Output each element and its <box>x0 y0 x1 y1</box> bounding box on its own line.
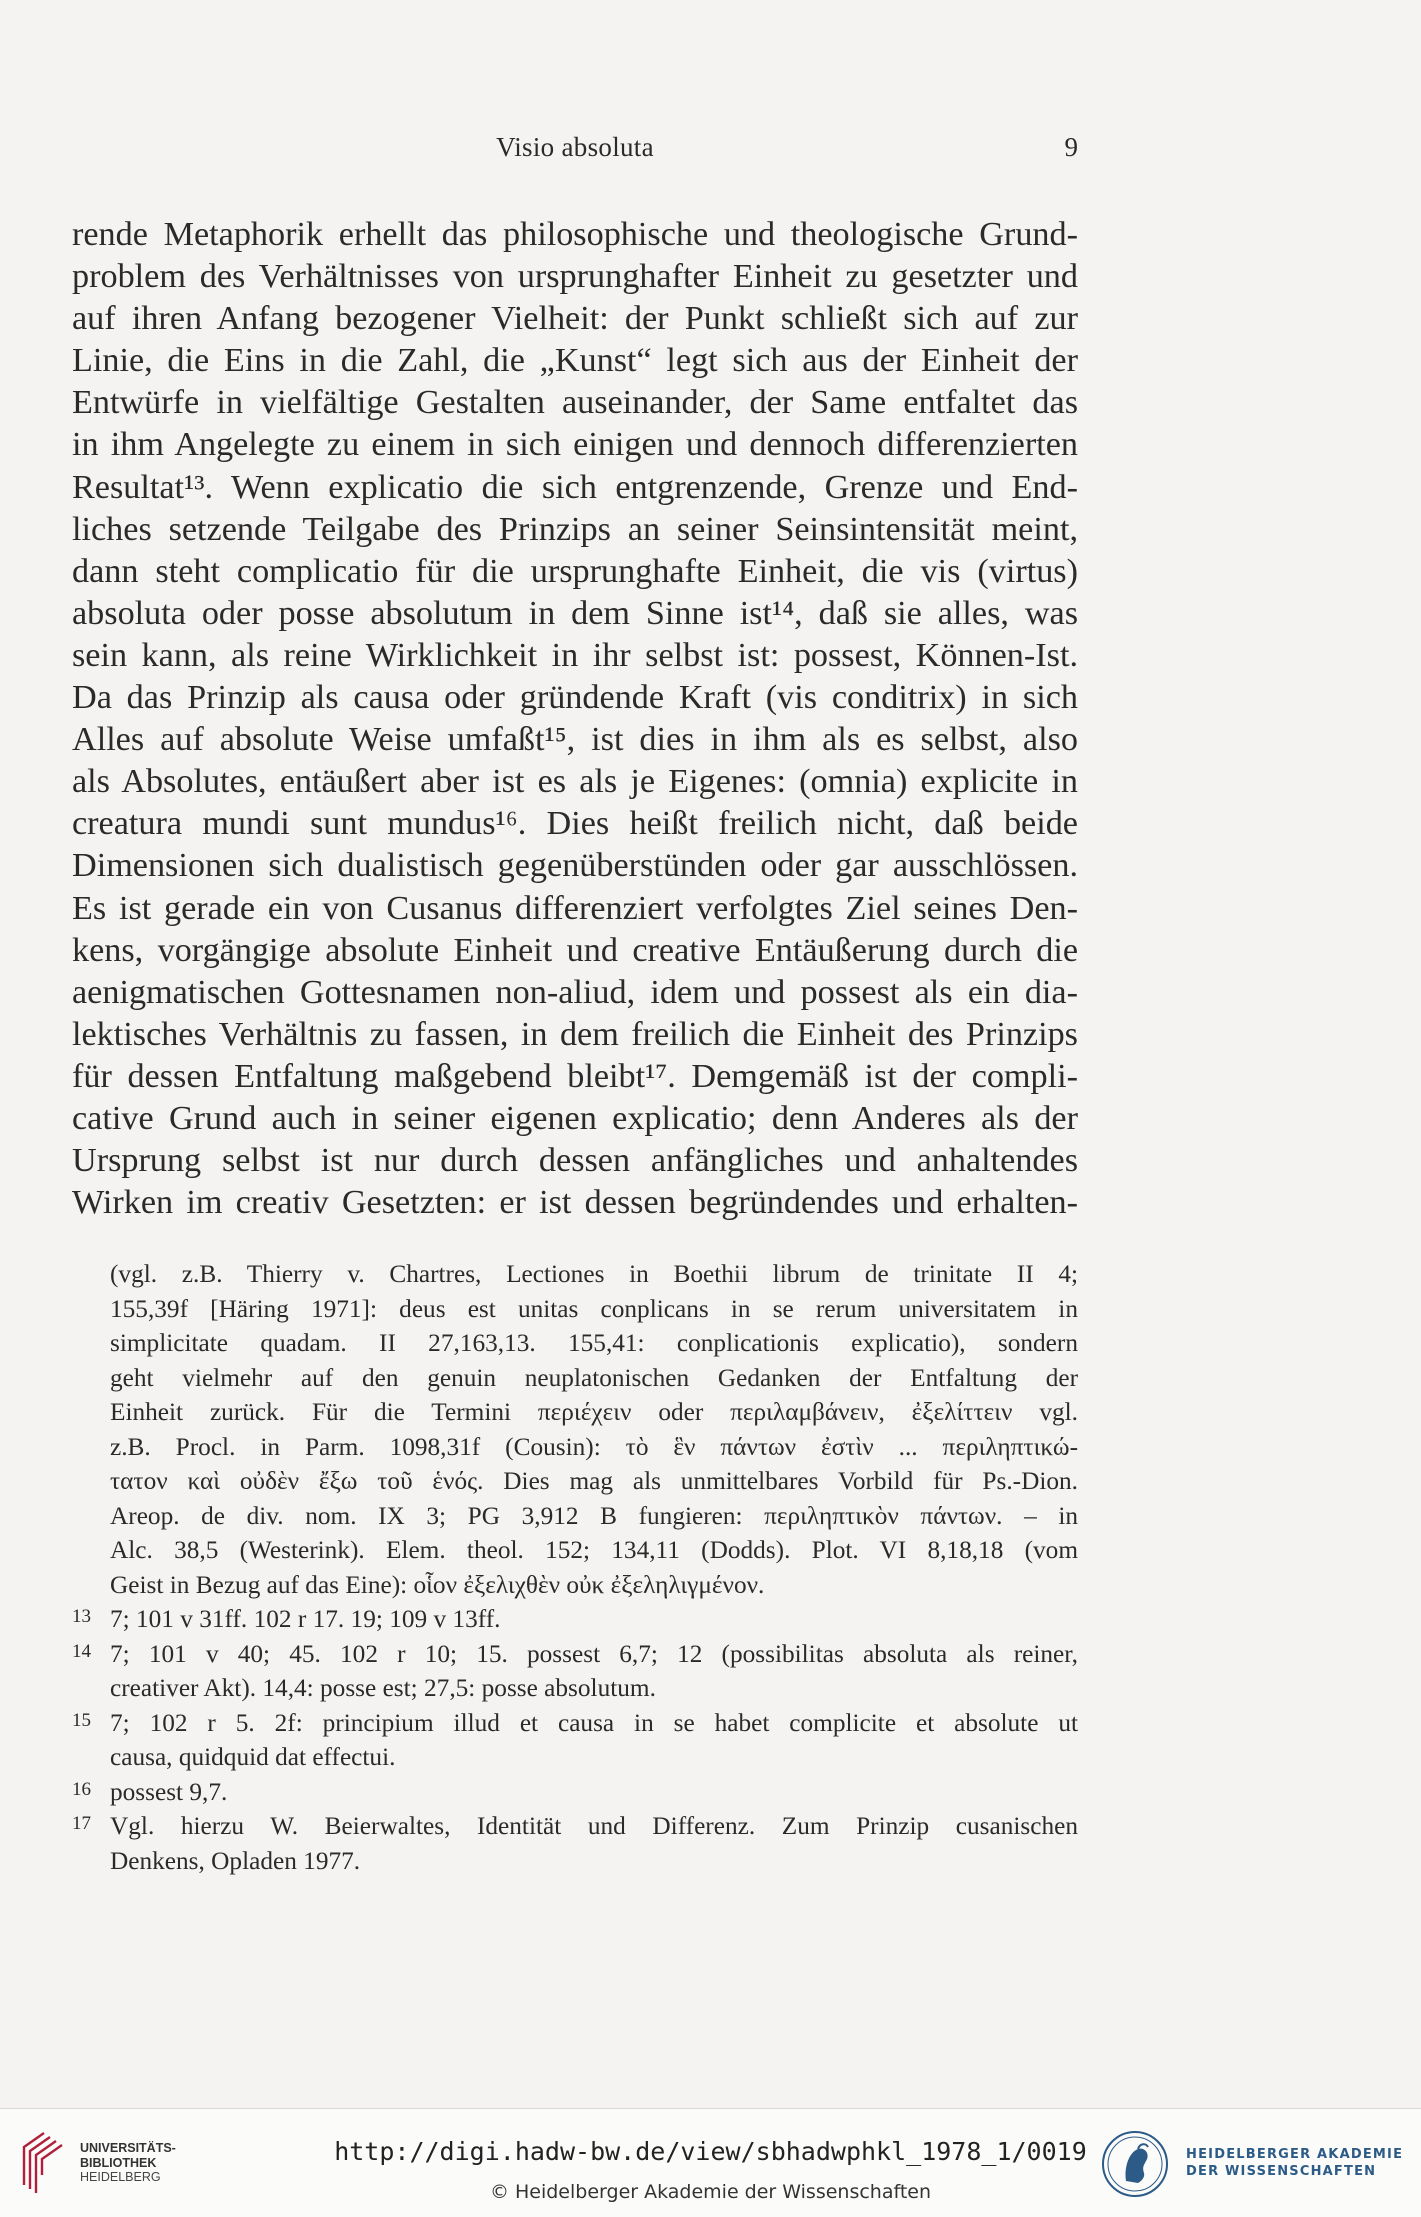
text-line: Entwürfe in vielfältige Gestalten auseinander, der Same entfaltet das <box>72 384 1078 422</box>
footnote-number: 14 <box>72 1640 91 1662</box>
academy-seal-logo-icon[interactable] <box>1098 2129 1172 2199</box>
footnote-15 <box>72 1706 1078 1775</box>
text-line: sein kann, als reine Wirklichkeit in ihr selbst ist: possest, Können-Ist. <box>72 636 1078 674</box>
text-line: Linie, die Eins in die Zahl, die „Kunst“ legt sich aus der Einheit der <box>72 342 1078 380</box>
footnote-text-line: possest 9,7. <box>110 1777 228 1806</box>
page-number: 9 <box>1064 132 1078 162</box>
text-line: kens, vorgängige absolute Einheit und creative Entäußerung durch die <box>72 931 1078 969</box>
footnote-continuation-line: 155,39f [Häring 1971]: deus est unitas conplicans in se rerum universitatem in <box>110 1294 1078 1323</box>
footnote-text-line: 7; 102 r 5. 2f: principium illud et causa in se habet complicite et absolute ut <box>110 1708 1078 1737</box>
footer-banner <box>0 2108 1421 2217</box>
footnote-continuation-line: z.B. Procl. in Parm. 1098,31f (Cousin): τὸ ἓν πάντων ἐστὶν ... περιληπτικώ- <box>110 1432 1078 1461</box>
academy-label <box>1186 2146 1403 2180</box>
text-line: in ihm Angelegte zu einem in sich einigen und dennoch differenzierten <box>72 426 1078 464</box>
footnotes <box>72 1257 1078 1878</box>
footnote-continuation-line: τατον καὶ οὐδὲν ἔξω τοῦ ἑνός. Dies mag als unmittelbares Vorbild für Ps.-Dion. <box>110 1467 1078 1495</box>
footnote-number: 13 <box>72 1606 91 1627</box>
ub-line-1: UNIVERSITÄTS- <box>80 2141 176 2155</box>
text-line: Es ist gerade ein von Cusanus differenziert verfolgtes Ziel seines Den- <box>72 889 1078 927</box>
footnote-text-line: 7; 101 v 31ff. 102 r 17. 19; 109 v 13ff. <box>110 1605 501 1633</box>
footnote-13 <box>72 1602 1078 1637</box>
text-line: liches setzende Teilgabe des Prinzips an seiner Seinsintensität meint, <box>72 510 1078 548</box>
text-line: Ursprung selbst ist nur durch dessen anfängliches und anhaltendes <box>72 1142 1078 1180</box>
text-line: Dimensionen sich dualistisch gegenüberstünden oder gar ausschlössen. <box>72 847 1078 885</box>
text-line: aenigmatischen Gottesnamen non-aliud, idem und possest als ein dia- <box>72 973 1078 1011</box>
page-header <box>72 132 1078 172</box>
text-line: Wirken im creativ Gesetzten: er ist dessen begründendes und erhalten- <box>72 1184 1078 1222</box>
footnote-text-line: Vgl. hierzu W. Beierwaltes, Identität und Differenz. Zum Prinzip cusanischen <box>110 1812 1078 1840</box>
footnote-continuation-line: geht vielmehr auf den genuin neuplatonischen Gedanken der Entfaltung der <box>110 1363 1078 1392</box>
text-line: creatura mundi sunt mundus¹⁶. Dies heißt freilich nicht, daß beide <box>72 805 1078 843</box>
text-line: cative Grund auch in seiner eigenen explicatio; denn Anderes als der <box>72 1099 1078 1137</box>
footnote-text-line: causa, quidquid dat effectui. <box>110 1743 396 1771</box>
academy-line-1: HEIDELBERGER AKADEMIE <box>1186 2147 1404 2162</box>
footnote-continuation-line: Areop. de div. nom. IX 3; PG 3,912 B fungieren: περιληπτικὸν πάντων. – in <box>110 1501 1078 1530</box>
ub-line-3: HEIDELBERG <box>80 2170 161 2184</box>
footnote-number: 16 <box>72 1778 91 1800</box>
text-line: Alles auf absolute Weise umfaßt¹⁵, ist dies in ihm als es selbst, also <box>72 721 1078 759</box>
text-line: absoluta oder posse absolutum in dem Sinne ist¹⁴, daß sie alles, was <box>72 594 1078 632</box>
text-line: dann steht complicatio für die ursprunghafte Einheit, die vis (virtus) <box>72 552 1078 590</box>
text-line: Resultat¹³. Wenn explicatio die sich entgrenzende, Grenze und End- <box>72 468 1078 506</box>
text-line: als Absolutes, entäußert aber ist es als je Eigenes: (omnia) explicite in <box>72 763 1078 801</box>
text-line: auf ihren Anfang bezogener Vielheit: der Punkt schließt sich auf zur <box>72 300 1078 338</box>
academy-line-2: DER WISSENSCHAFTEN <box>1186 2164 1377 2179</box>
footnote-16 <box>72 1775 1078 1810</box>
text-line: für dessen Entfaltung maßgebend bleibt¹⁷. Demgemäß ist der compli- <box>72 1057 1078 1095</box>
footnote-continuation-line: (vgl. z.B. Thierry v. Chartres, Lectiones in Boethii librum de trinitate II 4; <box>110 1260 1078 1288</box>
footnote-14 <box>72 1637 1078 1706</box>
footnote-continuation-line: Einheit zurück. Für die Termini περιέχειν oder περιλαμβάνειν, ἐξελίττειν vgl. <box>110 1398 1078 1426</box>
text-line: problem des Verhältnisses von ursprunghafter Einheit zu gesetzter und <box>72 258 1078 296</box>
footnote-number: 15 <box>72 1709 91 1731</box>
document-url-link[interactable]: http://digi.hadw-bw.de/view/sbhadwphkl_1978_1/0019 <box>334 2137 1087 2166</box>
copyright-notice: © Heidelberger Akademie der Wissenschaften <box>489 2181 932 2203</box>
text-line: Da das Prinzip als causa oder gründende Kraft (vis conditrix) in sich <box>72 679 1078 717</box>
footnote-text-line: Denkens, Opladen 1977. <box>110 1846 361 1875</box>
footnote-text-line: 7; 101 v 40; 45. 102 r 10; 15. possest 6,7; 12 (possibilitas absoluta als reiner, <box>110 1639 1078 1668</box>
main-text <box>72 214 1078 1224</box>
footnote-continuation-line: Geist in Bezug auf das Eine): οἷον ἐξελιχθὲν οὐκ ἐξεληλιγμένον. <box>110 1570 765 1599</box>
text-line: lektisches Verhältnis zu fassen, in dem freilich die Einheit des Prinzips <box>72 1015 1078 1053</box>
footnote-text-line: creativer Akt). 14,4: posse est; 27,5: posse absolutum. <box>110 1674 656 1702</box>
running-head: Visio absoluta <box>496 132 654 162</box>
text-line: rende Metaphorik erhellt das philosophische und theologische Grund- <box>72 216 1078 253</box>
footnote-17 <box>72 1809 1078 1878</box>
ub-line-2: BIBLIOTHEK <box>80 2155 157 2170</box>
footnote-continuation-line: Alc. 38,5 (Westerink). Elem. theol. 152; 134,11 (Dodds). Plot. VI 8,18,18 (vom <box>110 1536 1078 1564</box>
footnote-number: 17 <box>72 1813 91 1834</box>
footnote-continuation-line: simplicitate quadam. II 27,163,13. 155,41: conplicationis explicatio), sondern <box>110 1329 1078 1357</box>
